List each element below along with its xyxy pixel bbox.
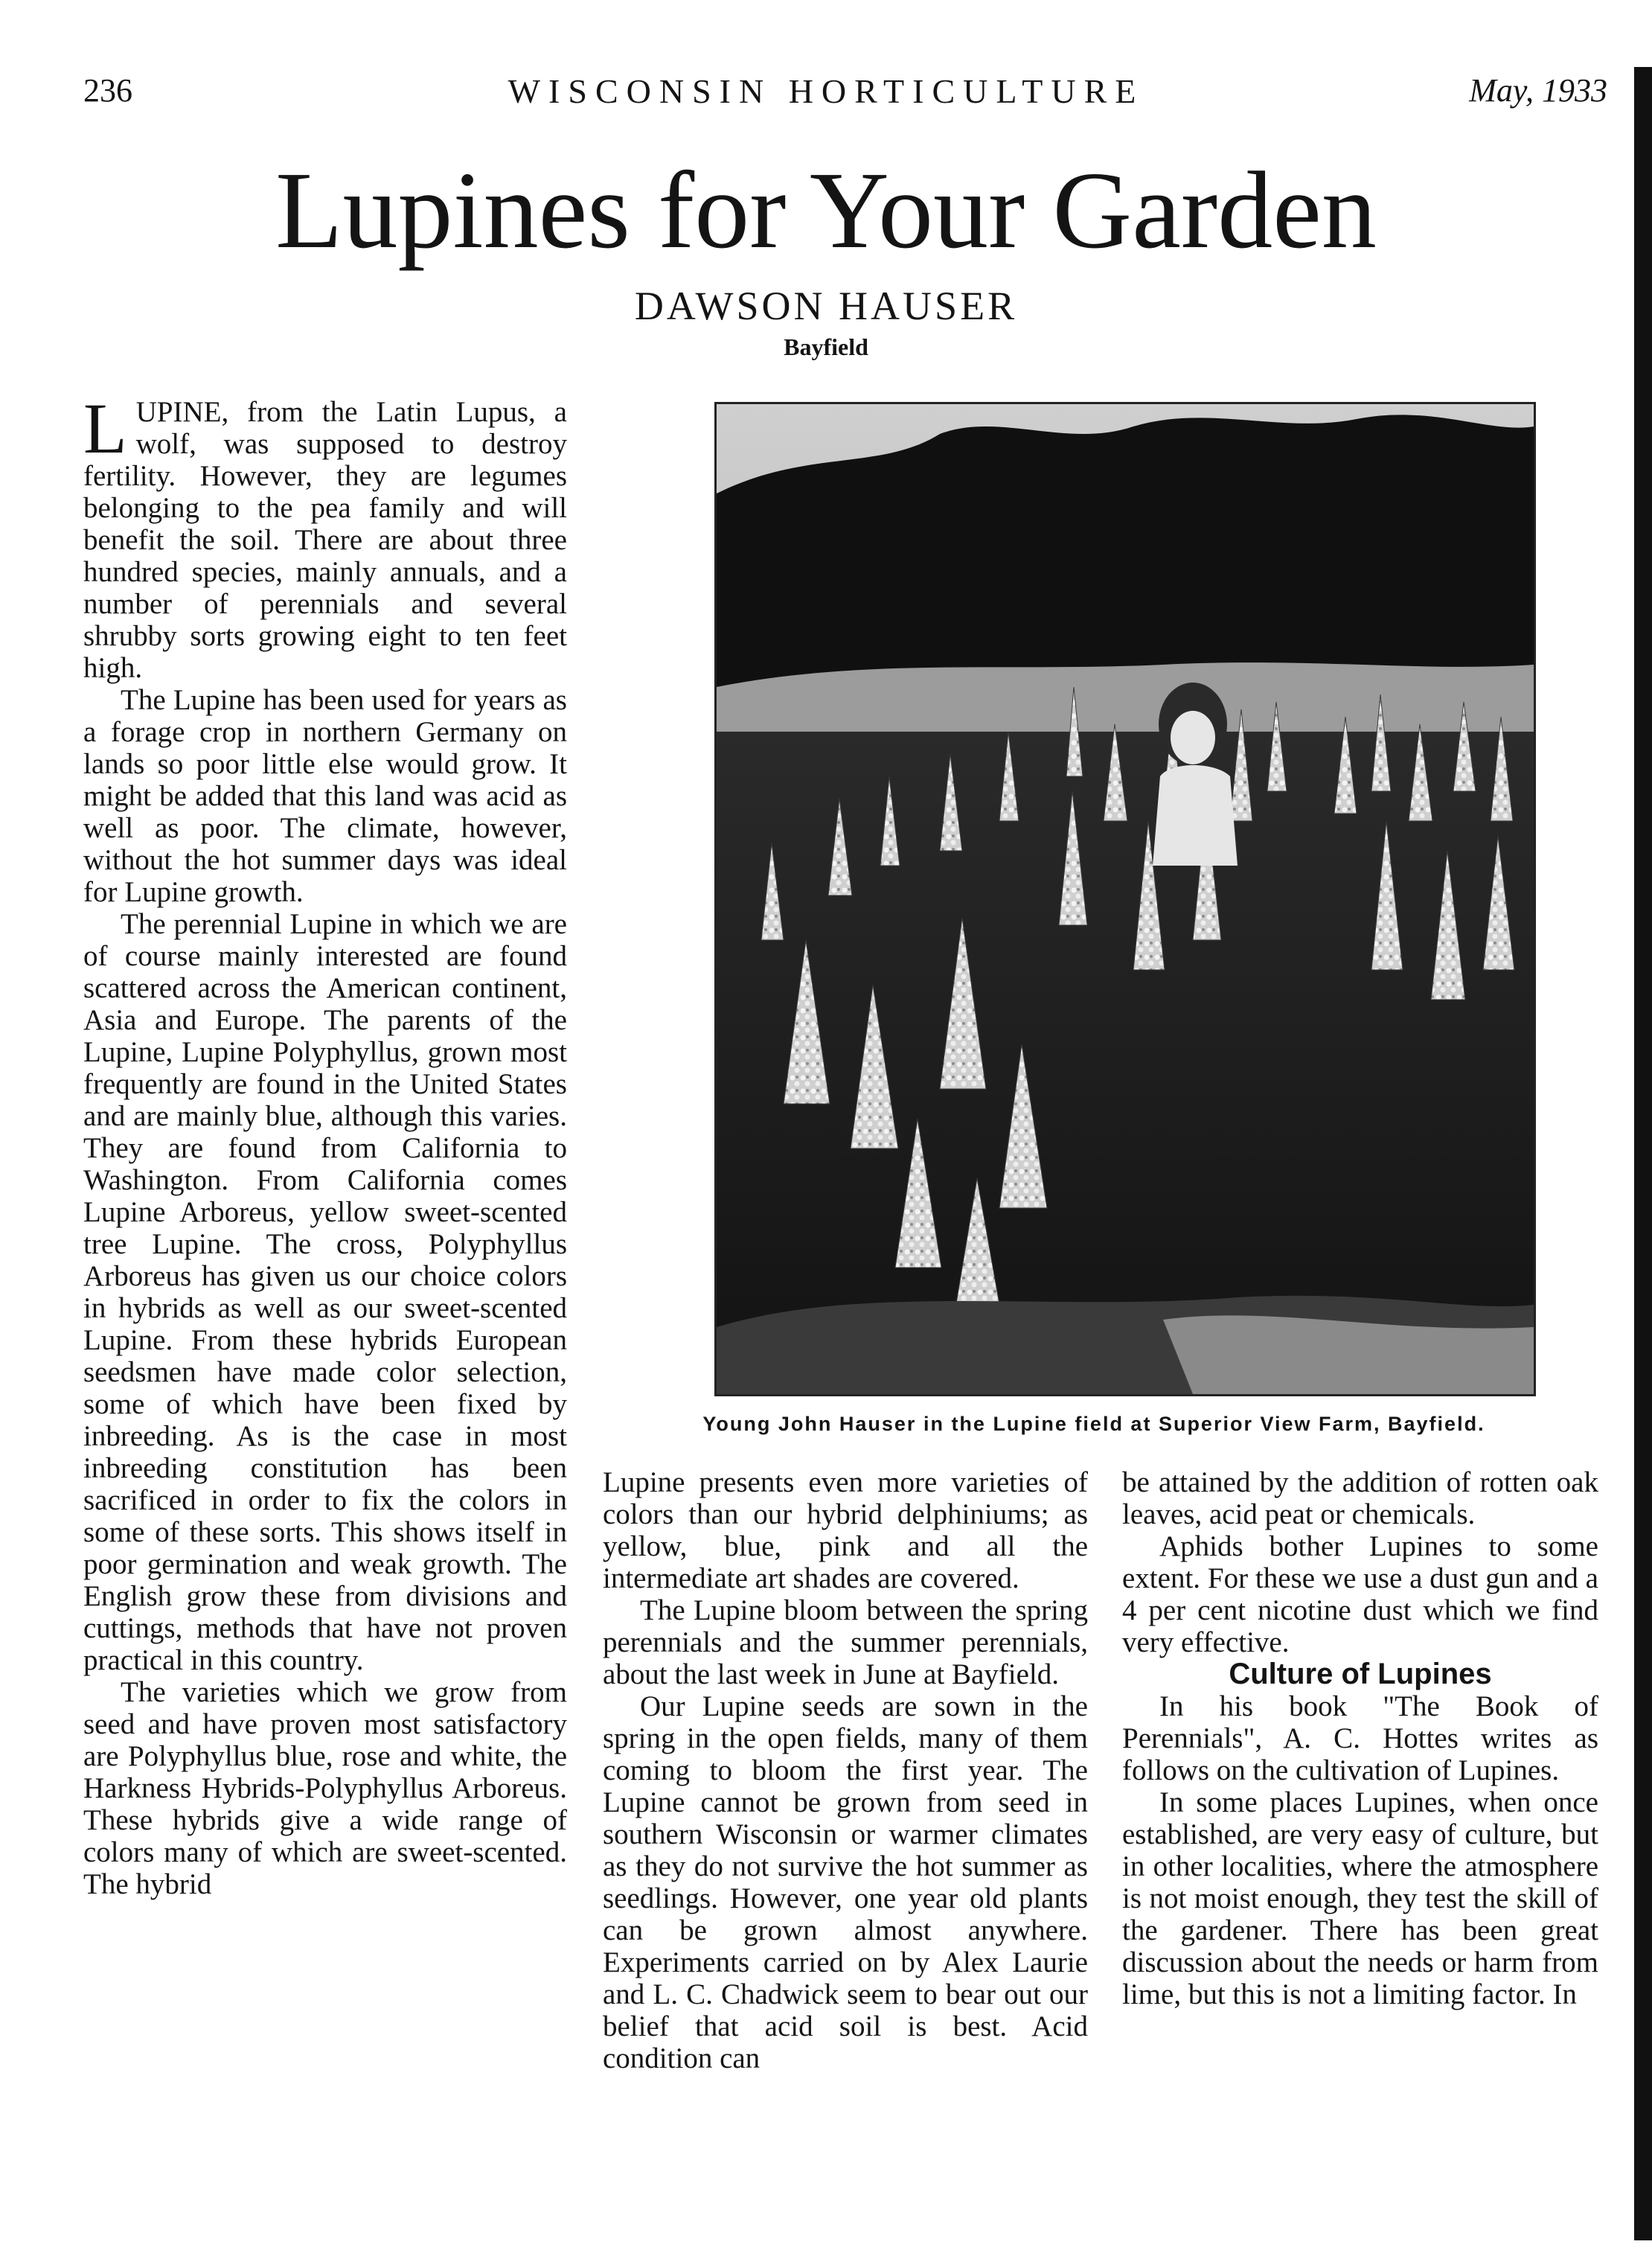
page-number: 236: [83, 72, 132, 109]
article-title: Lupines for Your Garden: [275, 150, 1377, 272]
column-left: [83, 389, 567, 1900]
drop-cap: L: [83, 389, 127, 468]
column-middle: [603, 1466, 1088, 2074]
paragraph: Aphids bother Lupines to some extent. For these we use a dust gun and a 4 per cent nicotine dust which we find very effective.: [1122, 1530, 1598, 1658]
section-heading: Culture of Lupines: [1229, 1658, 1492, 1690]
paragraph: The varieties which we grow from seed and have proven most satisfactory are Polyphyllus blue, rose and white, the Harkness Hybrids-Polyphyllus Arboreus. These hybrids give a wide range of colors many of which are sweet-scented. The hybrid: [83, 1676, 567, 1900]
paragraph-text: UPINE, from the Latin Lupus, a wolf, was supposed to destroy fertility. However, they are legumes belonging to the pea family and will benefit the soil. There are about three hundred species, mainly annuals, and a number of perennials and several shrubby sorts growing eight to ten feet high.: [83, 396, 567, 684]
column-right: [1122, 1466, 1598, 2010]
lupine-field-photo: [714, 402, 1536, 1396]
paragraph: Our Lupine seeds are sown in the spring in the open fields, many of them coming to bloom the first year. The Lupine cannot be grown from seed in southern Wisconsin or warmer climates as they do not survive the hot summer as seedlings. However, one year old plants can be grown almost anywhere. Experiments carried on by Alex Laurie and L. C. Chadwick seem to bear out our belief that acid soil is best. Acid condition can: [603, 1690, 1088, 2074]
paragraph: be attained by the addition of rotten oak leaves, acid peat or chemicals.: [1122, 1466, 1598, 1530]
issue-date: May, 1933: [1469, 72, 1607, 109]
paragraph: The Lupine bloom between the spring perennials and the summer perennials, about the last week in June at Bayfield.: [603, 1594, 1088, 1690]
right-edge-rule: [1634, 67, 1652, 2240]
paragraph: In his book "The Book of Perennials", A. C. Hottes writes as follows on the cultivation of Lupines.: [1122, 1690, 1598, 1786]
paragraph: The perennial Lupine in which we are of course mainly interested are found scattered across the American continent, Asia and Europe. The parents of the Lupine, Lupine Polyphyllus, grown most frequently are found in the United States and are mainly blue, although this varies. They are found from California to Washington. From California comes Lupine Arboreus, yellow sweet-scented tree Lupine. The cross, Polyphyllus Arboreus has given us our choice colors in hybrids as well as our sweet-scented Lupine. From these hybrids European seedsmen have made color selection, some of which have been fixed by inbreeding. As is the case in most inbreeding constitution has been sacrificed in order to fix the colors in some of these sorts. This shows itself in poor germination and weak growth. The English grow these from divisions and cuttings, methods that have not proven practical in this country.: [83, 908, 567, 1676]
journal-name: WISCONSIN HORTICULTURE: [508, 72, 1144, 110]
paragraph: The Lupine has been used for years as a forage crop in northern Germany on lands so poor little else would grow. It might be added that this land was acid as well as poor. The climate, however, without the hot summer days was ideal for Lupine growth.: [83, 684, 567, 908]
paragraph: [83, 389, 567, 684]
paragraph: In some places Lupines, when once established, are very easy of culture, but in other localities, where the atmosphere is not moist enough, they test the skill of the gardener. There has been great discussion about the needs or harm from lime, but this is not a limiting factor. In: [1122, 1786, 1598, 2010]
author-location: Bayfield: [784, 333, 868, 360]
paragraph: Lupine presents even more varieties of colors than our hybrid delphiniums; as yellow, blue, pink and all the intermediate art shades are covered.: [603, 1466, 1088, 1594]
photo-caption: Young John Hauser in the Lupine field at Superior View Farm, Bayfield.: [702, 1413, 1485, 1435]
article-author: DAWSON HAUSER: [634, 284, 1018, 328]
